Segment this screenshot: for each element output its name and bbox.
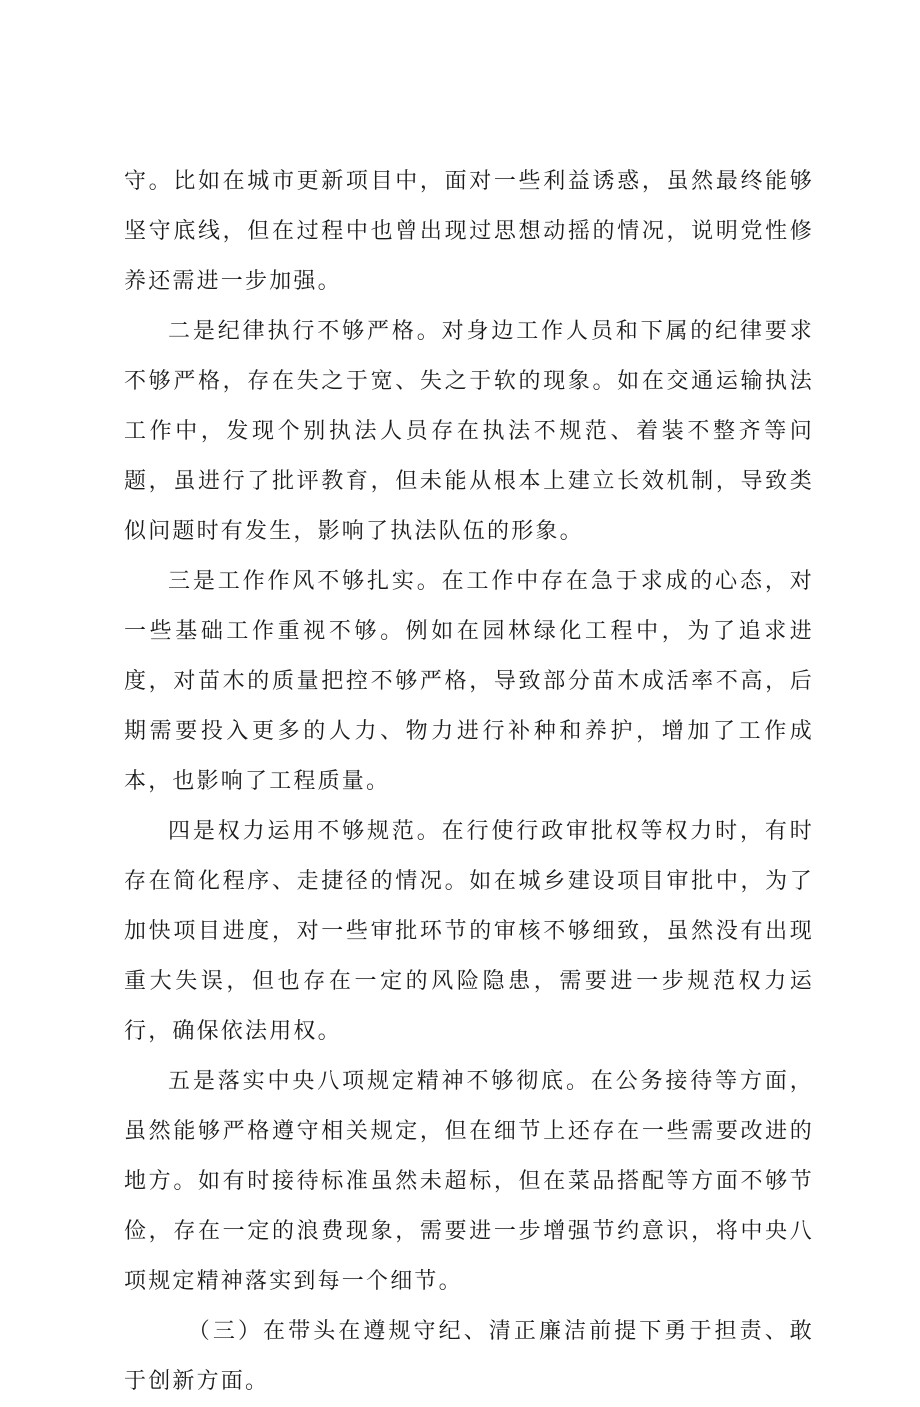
- paragraph-power-use: 四是权力运用不够规范。在行使行政审批权等权力时，有时存在简化程序、走捷径的情况。如在城乡建设项目审批中，为了加快项目进度，对一些审批环节的审核不够细致，虽然没有出现重大失误，但也存在一定的风险隐患，需要进一步规范权力运行，确保依法用权。: [124, 819, 814, 1044]
- document-body: [124, 157, 814, 1407]
- paragraph-eight-regulations: 五是落实中央八项规定精神不够彻底。在公务接待等方面，虽然能够严格遵守相关规定，但在细节上还存在一些需要改进的地方。如有时接待标准虽然未超标，但在菜品搭配等方面不够节俭，存在一定的浪费现象，需要进一步增强节约意识，将中央八项规定精神落实到每一个细节。: [124, 1069, 814, 1294]
- section-subheading: （三）在带头在遵规守纪、清正廉洁前提下勇于担责、敢于创新方面。: [124, 1319, 814, 1394]
- paragraph-discipline-enforcement: 二是纪律执行不够严格。对身边工作人员和下属的纪律要求不够严格，存在失之于宽、失之于软的现象。如在交通运输执法工作中，发现个别执法人员存在执法不规范、着装不整齐等问题，虽进行了批评教育，但未能从根本上建立长效机制，导致类似问题时有发生，影响了执法队伍的形象。: [124, 319, 814, 544]
- paragraph-continuation: 守。比如在城市更新项目中，面对一些利益诱惑，虽然最终能够坚守底线，但在过程中也曾出现过思想动摇的情况，说明党性修养还需进一步加强。: [124, 169, 814, 294]
- paragraph-work-style: 三是工作作风不够扎实。在工作中存在急于求成的心态，对一些基础工作重视不够。例如在园林绿化工程中，为了追求进度，对苗木的质量把控不够严格，导致部分苗木成活率不高，后期需要投入更多的人力、物力进行补种和养护，增加了工作成本，也影响了工程质量。: [124, 569, 814, 794]
